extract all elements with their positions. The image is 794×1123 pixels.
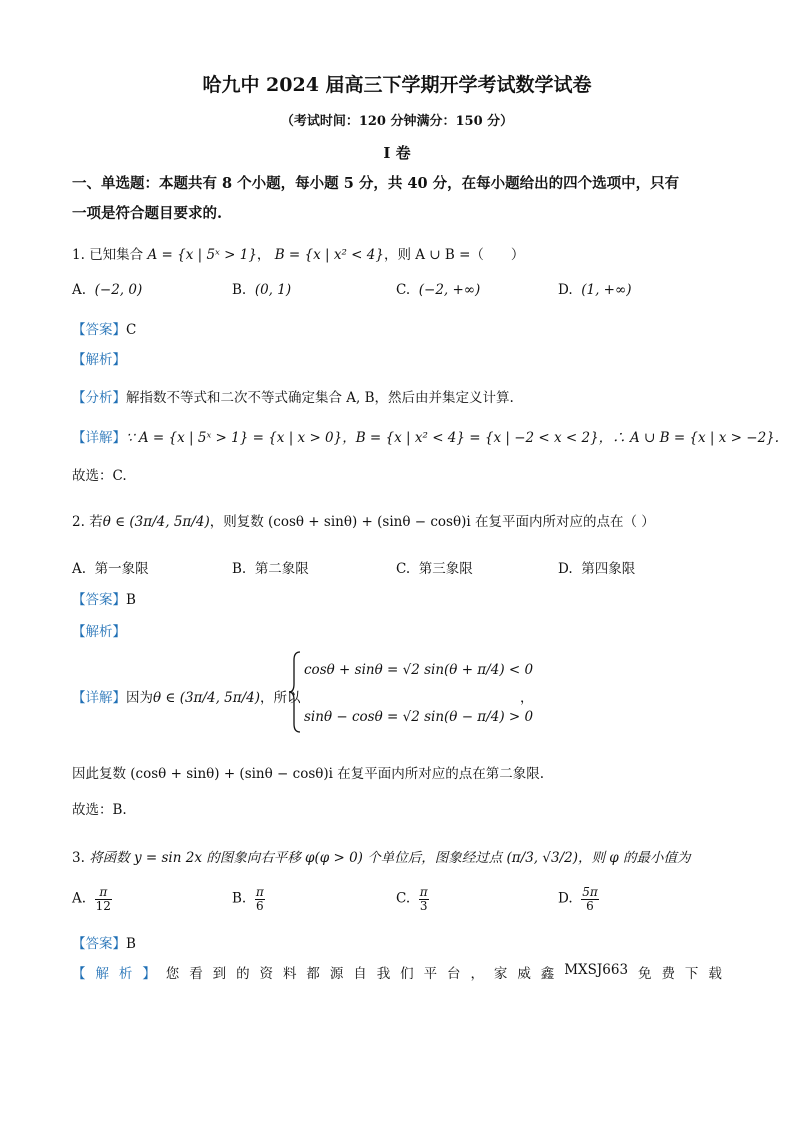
set-a: A = {x | 5ˣ > 1} <box>147 247 257 263</box>
answer-label: 答案 <box>85 936 113 952</box>
numerator: 5π <box>582 885 598 899</box>
option-text: (1, +∞) <box>581 282 632 298</box>
option-letter: C. <box>396 890 411 907</box>
choose-value: C. <box>112 468 127 484</box>
detail-line: 【详解】因为θ ∈ (3π/4, 5π/4)，所以 <box>72 690 301 706</box>
numerator: π <box>419 885 428 899</box>
option-text: 第三象限 <box>418 561 473 577</box>
option-b <box>232 886 265 912</box>
option-letter: B. <box>232 890 247 907</box>
theta-condition: θ ∈ (3π/4, 5π/4) <box>102 514 210 530</box>
detail-label: 详解 <box>85 690 113 706</box>
option-fraction <box>255 886 265 912</box>
answer-line: 【答案】B <box>72 592 136 608</box>
footer-char: 平 <box>423 966 438 982</box>
footer-char: 我 <box>376 966 391 982</box>
question-number: 2. <box>72 514 85 530</box>
comma: ， <box>256 247 271 263</box>
detail-text: ，所以 <box>260 690 301 706</box>
option-text: (0, 1) <box>254 282 292 298</box>
option-text: (−2, +∞) <box>418 282 481 298</box>
choose-value: B. <box>112 802 127 818</box>
option-fraction <box>419 886 429 912</box>
question-text: 已知集合 <box>89 247 144 263</box>
denominator: 6 <box>255 898 264 913</box>
option-letter: D. <box>558 561 573 577</box>
question-number: 1. <box>72 247 85 263</box>
option-letter: D. <box>558 890 573 907</box>
answer-value: B <box>126 592 136 608</box>
question-text: ，则复数 (cosθ + sinθ) + (sinθ − cosθ)i 在复平面内所对应的点在（ ） <box>209 514 655 530</box>
option-c <box>396 557 473 577</box>
footer-char: MXSJ663 <box>564 962 629 978</box>
choose-label: 故选： <box>72 802 113 818</box>
option-d <box>558 886 599 912</box>
system-comma: ， <box>520 690 534 706</box>
footer-char: 】 <box>142 966 156 982</box>
footer-char: 源 <box>329 966 344 982</box>
numerator: π <box>95 886 112 900</box>
option-letter: B. <box>232 282 247 298</box>
option-letter: A. <box>72 561 87 577</box>
option-a <box>72 886 112 912</box>
footer-char: 费 <box>661 966 675 982</box>
question-text: ，则 A ∪ B =（ ） <box>383 247 525 263</box>
option-letter: A. <box>72 282 87 298</box>
footer-char: 【 <box>72 966 86 982</box>
analysis-label: 【解析】 <box>72 352 126 368</box>
set-b: B = {x | x² < 4} <box>274 247 384 263</box>
footer-char: 下 <box>684 966 699 982</box>
denominator: 3 <box>419 898 428 913</box>
option-b <box>232 557 309 577</box>
answer-line: 【答案】C <box>72 322 137 338</box>
footer-char: 威 <box>517 966 531 982</box>
answer-label: 答案 <box>85 322 113 338</box>
footer-char: 们 <box>400 966 414 982</box>
question-1 <box>72 243 524 263</box>
question-2 <box>72 510 655 530</box>
system-line-1: cosθ + sinθ = √2 sin(θ + π/4) < 0 <box>304 662 534 678</box>
fenxi-text: 解指数不等式和二次不等式确定集合 A, B，然后由并集定义计算. <box>126 390 514 406</box>
system-line-2: sinθ − cosθ = √2 sin(θ − π/4) > 0 <box>304 709 534 725</box>
option-fraction <box>95 886 112 912</box>
analysis-text: 解析 <box>85 624 113 640</box>
option-text: 第二象限 <box>254 561 309 577</box>
footer-char: 都 <box>306 966 320 982</box>
choose-line <box>72 464 127 484</box>
denominator: 6 <box>586 898 594 913</box>
footer-char: 的 <box>236 966 250 982</box>
footer-char: 看 <box>189 966 203 982</box>
option-text: 第一象限 <box>94 561 149 577</box>
theta-condition: θ ∈ (3π/4, 5π/4) <box>153 690 261 706</box>
option-letter: B. <box>232 561 247 577</box>
footer-char: 台 <box>447 966 461 982</box>
choose-line <box>72 798 127 818</box>
answer-value: B <box>126 936 136 952</box>
option-c <box>396 282 480 298</box>
denominator: 12 <box>95 898 111 913</box>
option-letter: C. <box>396 282 411 298</box>
option-letter: D. <box>558 282 573 298</box>
footer-char: 解 <box>95 966 109 982</box>
detail-line: 【详解】∵ A = {x | 5ˣ > 1} = {x | x > 0}，B = {x | x² < 4} = {x | −2 < x < 2}，∴ A ∪ B = {x | x > −2}. <box>72 430 780 446</box>
option-b <box>232 282 291 298</box>
option-a <box>72 557 149 577</box>
answer-label: 答案 <box>85 592 113 608</box>
footer-char: 料 <box>282 966 297 982</box>
answer-line: 【答案】B <box>72 936 136 952</box>
question-text: 若 <box>89 514 103 530</box>
option-d <box>558 557 635 577</box>
option-a <box>72 282 142 298</box>
option-text: (−2, 0) <box>94 282 143 298</box>
footer-char: 资 <box>259 966 273 982</box>
footer-char: 家 <box>493 966 508 982</box>
detail-text: ∵ A = {x | 5ˣ > 1} = {x | x > 0}，B = {x | x² < 4} = {x | −2 < x < 2}，∴ A ∪ B = {x | x > −2}. <box>126 430 780 446</box>
footer-char: 鑫 <box>540 966 555 982</box>
option-d <box>558 282 632 298</box>
exam-info: （考试时间：120 分钟满分：150 分） <box>280 114 514 129</box>
section-heading-line1: 一、单选题：本题共有 8 个小题，每小题 5 分，共 40 分，在每小题给出的四个选项中，只有 <box>72 175 680 192</box>
footer-char: 您 <box>165 966 180 982</box>
footer-char: ， <box>470 966 484 982</box>
detail-text: 因为 <box>126 690 153 706</box>
footer-notice <box>72 962 722 982</box>
footer-char: 免 <box>638 966 652 982</box>
option-c <box>396 886 429 912</box>
numerator: π <box>255 885 264 899</box>
page-title: 哈九中 2024 届高三下学期开学考试数学试卷 <box>202 74 592 96</box>
detail-label: 详解 <box>85 430 113 446</box>
footer-char: 载 <box>708 966 722 982</box>
answer-value: C <box>126 322 137 338</box>
left-brace-icon <box>288 650 302 734</box>
question-number: 3. <box>72 850 85 866</box>
footer-char: 析 <box>118 966 133 982</box>
question-text: 将函数 y = sin 2x 的图象向右平移 φ(φ > 0) 个单位后，图象经过点 (π/3, √3/2)，则 φ 的最小值为 <box>89 850 691 866</box>
option-letter: A. <box>72 890 87 907</box>
fenxi-line: 【分析】解指数不等式和二次不等式确定集合 A, B，然后由并集定义计算. <box>72 390 514 406</box>
conclusion-line: 因此复数 (cosθ + sinθ) + (sinθ − cosθ)i 在复平面内所对应的点在第二象限. <box>72 766 545 782</box>
footer-char: 到 <box>212 966 227 982</box>
option-text: 第四象限 <box>581 561 636 577</box>
section-heading-line2: 一项是符合题目要求的. <box>72 205 223 222</box>
volume-label: I 卷 <box>383 144 411 162</box>
analysis-label: 【解析】 <box>72 624 126 640</box>
question-3 <box>72 846 691 866</box>
fenxi-label: 分析 <box>85 390 113 406</box>
choose-label: 故选： <box>72 468 113 484</box>
option-letter: C. <box>396 561 411 577</box>
footer-char: 自 <box>353 966 367 982</box>
option-fraction <box>581 886 599 912</box>
analysis-text: 解析 <box>85 352 113 368</box>
